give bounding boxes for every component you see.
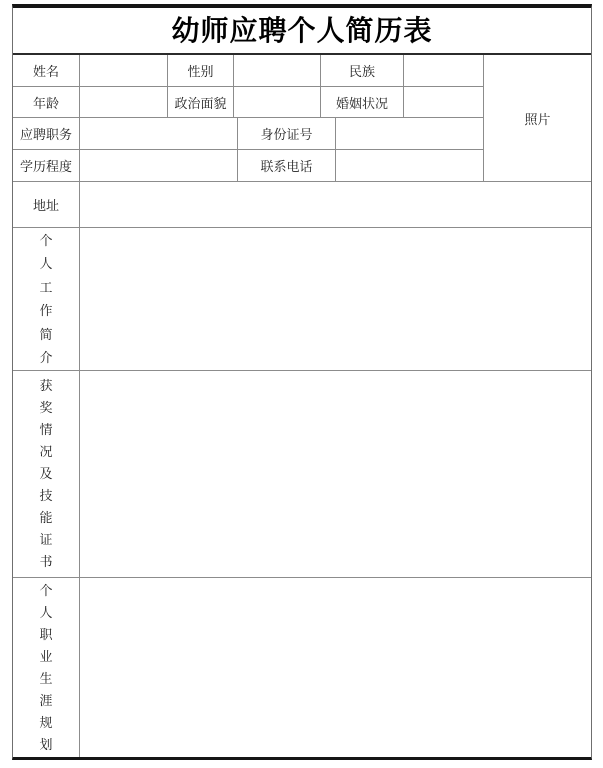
header-fields-block: [13, 55, 591, 182]
field-label-address: 地址: [13, 182, 80, 227]
field-value-political-status[interactable]: [234, 87, 321, 117]
section-label-work-intro: 个人工作简介: [39, 232, 53, 365]
header-fields-left: [13, 55, 483, 181]
section-label-awards-skills: 获奖情况及技能证书: [39, 378, 53, 569]
field-label-phone: 联系电话: [238, 150, 336, 181]
field-label-ethnicity: 民族: [321, 55, 404, 86]
field-label-marital-status: 婚姻状况: [321, 87, 404, 117]
resume-form-table: [12, 4, 592, 760]
field-label-education: 学历程度: [13, 150, 80, 181]
section-value-career-plan[interactable]: [80, 578, 591, 757]
form-title: 幼师应聘个人简历表: [171, 14, 433, 46]
field-value-position[interactable]: [80, 118, 238, 149]
section-label-career-plan: 个人职业生涯规划: [39, 582, 53, 752]
form-row-1: [13, 55, 483, 87]
section-value-work-intro[interactable]: [80, 228, 591, 370]
section-career-plan: [13, 578, 591, 757]
section-label-cell-work-intro: [13, 228, 80, 370]
field-value-ethnicity[interactable]: [404, 55, 483, 86]
photo-placeholder-cell[interactable]: 照片: [483, 55, 591, 181]
field-label-political-status: 政治面貌: [168, 87, 234, 117]
form-row-4: [13, 150, 483, 181]
address-row: [13, 182, 591, 228]
field-value-phone[interactable]: [336, 150, 483, 181]
field-label-position: 应聘职务: [13, 118, 80, 149]
field-value-gender[interactable]: [234, 55, 321, 86]
field-value-name[interactable]: [80, 55, 168, 86]
field-label-gender: 性别: [168, 55, 234, 86]
form-row-3: [13, 118, 483, 150]
form-row-2: [13, 87, 483, 118]
field-value-address[interactable]: [80, 182, 591, 227]
field-label-age: 年龄: [13, 87, 80, 117]
field-value-id-number[interactable]: [336, 118, 483, 149]
field-label-name: 姓名: [13, 55, 80, 86]
field-label-id-number: 身份证号: [238, 118, 336, 149]
section-label-cell-career-plan: [13, 578, 80, 757]
section-work-intro: [13, 228, 591, 371]
field-value-education[interactable]: [80, 150, 238, 181]
section-label-cell-awards-skills: [13, 371, 80, 577]
section-value-awards-skills[interactable]: [80, 371, 591, 577]
title-row: [13, 8, 591, 55]
section-awards-skills: [13, 371, 591, 578]
field-value-age[interactable]: [80, 87, 168, 117]
field-value-marital-status[interactable]: [404, 87, 483, 117]
